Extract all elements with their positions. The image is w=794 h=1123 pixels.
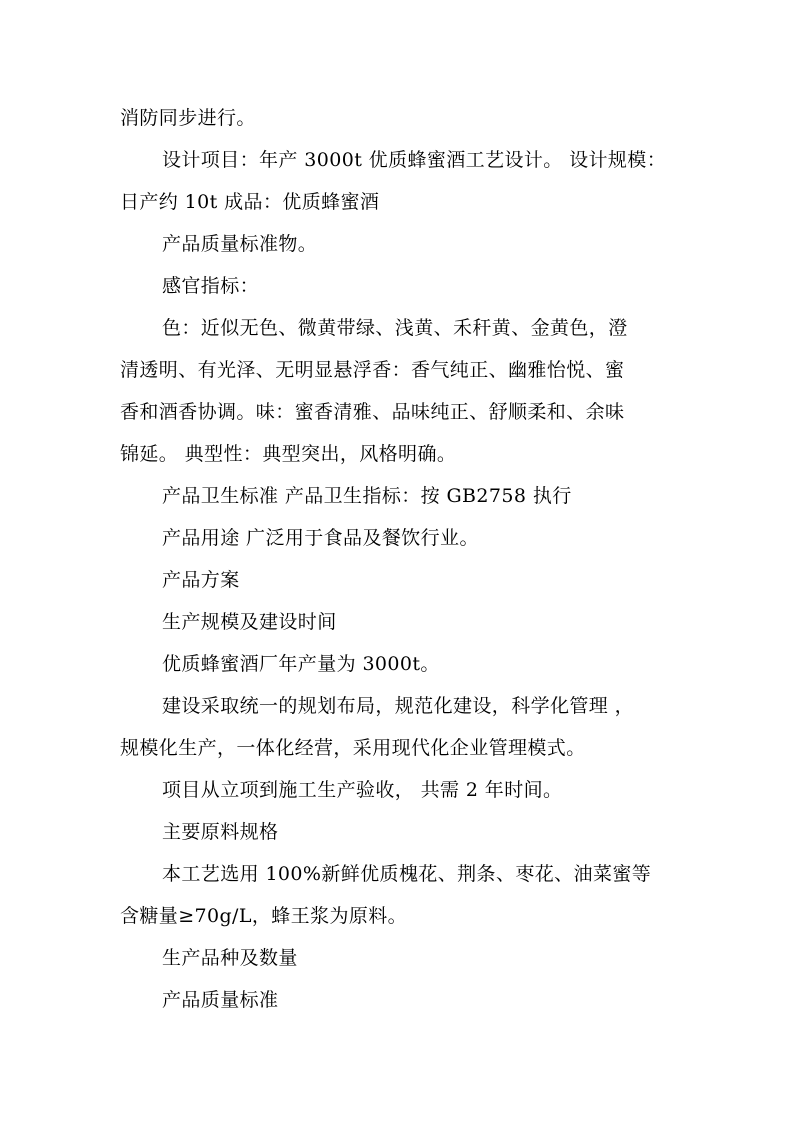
text-line: 感官指标：: [162, 275, 260, 297]
text-line: 产品用途 广泛用于食品及餐饮行业。: [162, 527, 479, 549]
section-heading: 生产规模及建设时间: [162, 611, 337, 633]
text-line: 规模化生产，一体化经营，采用现代化企业管理模式。: [120, 737, 586, 759]
text-line: 香和酒香协调。味：蜜香清雅、品味纯正、舒顺柔和、余味: [120, 401, 625, 423]
text-line: 产品卫生标准 产品卫生指标：按 GB2758 执行: [162, 485, 572, 507]
text-line: 日产约 10t 成品：优质蜂蜜酒: [120, 191, 380, 213]
text-line: 建设采取统一的规划布局，规范化建设，科学化管理 ，: [162, 695, 635, 717]
text-line: 色：近似无色、微黄带绿、浅黄、禾秆黄、金黄色，澄: [162, 317, 628, 339]
text-line: 项目从立项到施工生产验收， 共需 2 年时间。: [162, 779, 563, 801]
text-line: 设计项目：年产 3000t 优质蜂蜜酒工艺设计。 设计规模：: [162, 149, 667, 171]
section-heading: 产品方案: [162, 569, 240, 591]
text-line: 含糖量≥70g/L，蜂王浆为原料。: [120, 905, 408, 927]
text-line: 优质蜂蜜酒厂年产量为 3000t。: [162, 653, 440, 675]
text-line: 产品质量标准物。: [162, 233, 318, 255]
text-line: 消防同步进行。: [120, 107, 256, 129]
text-line: 清透明、有光泽、无明显悬浮香：香气纯正、幽雅怡悦、蜜: [120, 359, 625, 381]
text-line: 锦延。 典型性：典型突出，风格明确。: [120, 443, 457, 465]
section-heading: 主要原料规格: [162, 821, 279, 843]
section-heading: 产品质量标准: [162, 989, 279, 1011]
section-heading: 生产品种及数量: [162, 947, 298, 969]
text-line: 本工艺选用 100%新鲜优质槐花、荆条、枣花、油菜蜜等: [162, 863, 652, 885]
